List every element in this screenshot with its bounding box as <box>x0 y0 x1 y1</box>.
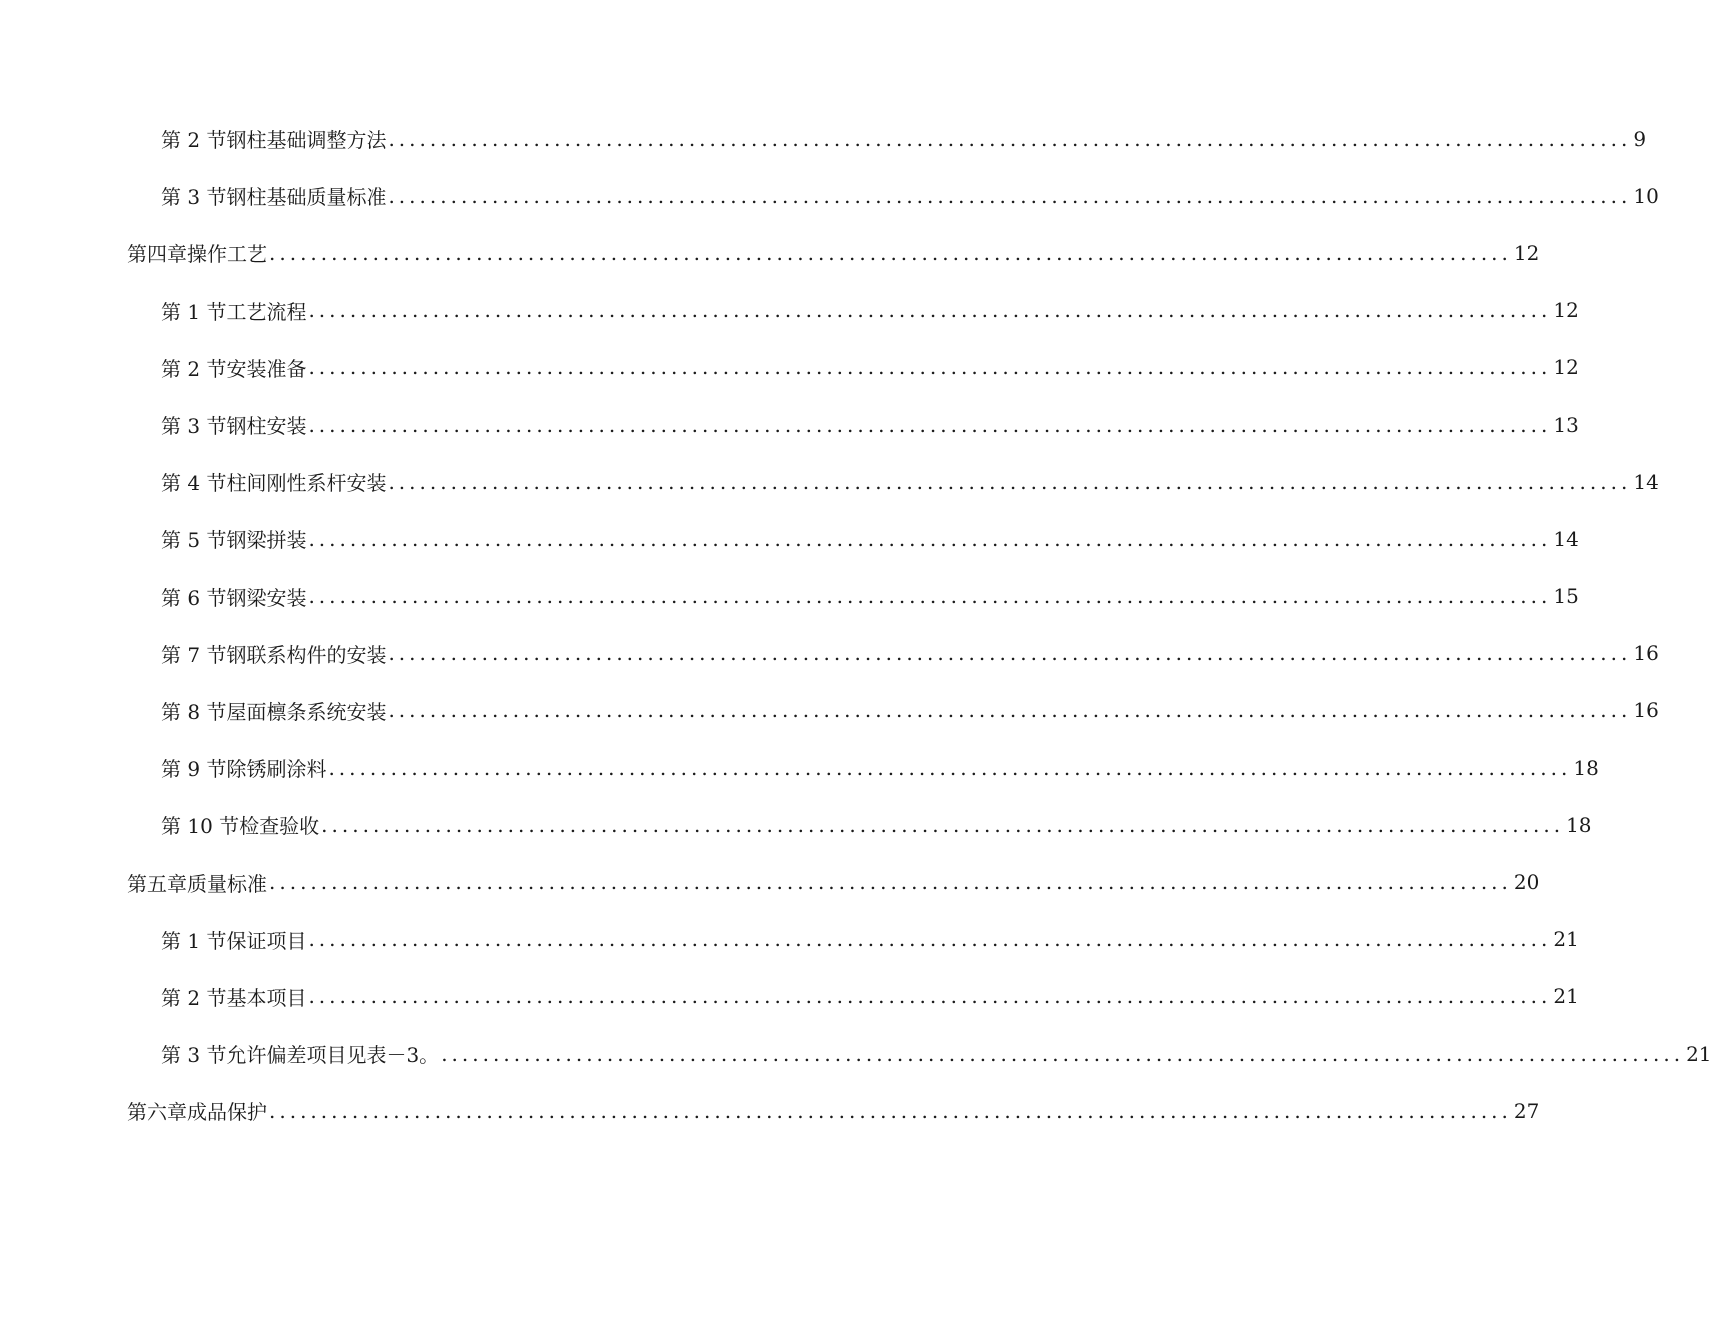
dot-leader: ........................................................................................................................ <box>269 1098 1512 1123</box>
toc-entry-page-number: 12 <box>1553 355 1579 380</box>
toc-entry-title: 保证项目 <box>226 928 307 953</box>
toc-entry-title: 钢梁拼装 <box>226 528 307 553</box>
dot-leader: ........................................................................................................................ <box>269 870 1512 895</box>
toc-entry-number: 第 3 节 <box>161 185 227 210</box>
dot-leader: ........................................................................................................................ <box>441 1041 1685 1066</box>
dot-leader: ........................................................................................................................ <box>388 183 1632 208</box>
toc-section-entry[interactable] <box>0 911 1579 968</box>
toc-entry-page-number: 13 <box>1553 412 1579 437</box>
toc-entry-title: 钢柱基础调整方法 <box>226 128 387 153</box>
toc-entry-number: 第 4 节 <box>161 471 227 496</box>
dot-leader: ........................................................................................................................ <box>308 984 1552 1009</box>
toc-entry-number: 第 8 节 <box>161 699 227 724</box>
toc-entry-page-number: 20 <box>1513 870 1540 895</box>
toc-entry-number: 第六章 <box>127 1100 187 1125</box>
toc-entry-number: 第 3 节 <box>161 414 227 439</box>
dot-leader: ........................................................................................................................ <box>388 641 1632 666</box>
dot-leader: ........................................................................................................................ <box>388 698 1632 723</box>
dot-leader: ........................................................................................................................ <box>388 469 1632 494</box>
toc-entry-title: 钢梁安装 <box>226 585 307 610</box>
toc-entry-title: 钢柱基础质量标准 <box>226 185 387 210</box>
toc-entry-page-number: 18 <box>1566 812 1592 837</box>
toc-entry-number: 第 3 节 <box>161 1043 227 1068</box>
dot-leader: ........................................................................................................................ <box>308 355 1552 380</box>
toc-entry-page-number: 12 <box>1553 298 1579 323</box>
toc-entry-number: 第 2 节 <box>161 128 227 153</box>
toc-entry-page-number: 12 <box>1513 240 1540 265</box>
dot-leader: ........................................................................................................................ <box>269 240 1512 265</box>
dot-leader: ........................................................................................................................ <box>308 526 1552 551</box>
toc-entry-page-number: 15 <box>1553 584 1579 609</box>
toc-entry-page-number: 14 <box>1633 469 1659 494</box>
toc-entry-title: 钢柱安装 <box>226 414 307 439</box>
toc-section-entry[interactable] <box>0 339 1579 396</box>
toc-section-entry[interactable] <box>0 625 1659 682</box>
toc-entry-page-number: 27 <box>1513 1098 1540 1123</box>
dot-leader: ........................................................................................................................ <box>328 755 1572 780</box>
toc-section-entry[interactable] <box>0 682 1659 739</box>
toc-entry-title: 基本项目 <box>226 985 307 1010</box>
toc-chapter-entry[interactable] <box>0 224 1540 281</box>
toc-section-entry[interactable] <box>0 739 1599 796</box>
dot-leader: ........................................................................................................................ <box>321 812 1565 837</box>
toc-entry-page-number: 18 <box>1573 755 1599 780</box>
toc-entry-title: 钢联系构件的安装 <box>226 642 387 667</box>
toc-section-entry[interactable] <box>0 396 1579 453</box>
toc-entry-title: 屋面檩条系统安装 <box>226 699 387 724</box>
toc-entry-page-number: 10 <box>1633 183 1659 208</box>
toc-entry-title: 安装准备 <box>226 356 307 381</box>
toc-entry-number: 第 2 节 <box>161 356 227 381</box>
toc-entry-title: 除锈刷涂料 <box>226 757 327 782</box>
toc-entry-title: 柱间刚性系杆安装 <box>226 471 387 496</box>
dot-leader: ........................................................................................................................ <box>308 584 1552 609</box>
toc-entry-title: 操作工艺 <box>187 242 267 267</box>
toc-entry-number: 第五章 <box>127 871 187 896</box>
toc-entry-number: 第 1 节 <box>161 928 227 953</box>
toc-chapter-entry[interactable] <box>0 1082 1540 1139</box>
toc-entry-page-number: 9 <box>1633 126 1647 151</box>
toc-section-entry[interactable] <box>0 968 1579 1025</box>
toc-entry-title: 成品保护 <box>187 1100 267 1125</box>
toc-section-entry[interactable] <box>0 510 1579 567</box>
toc-entry-title: 工艺流程 <box>226 299 307 324</box>
toc-entry-number: 第 2 节 <box>161 985 227 1010</box>
dot-leader: ........................................................................................................................ <box>308 927 1552 952</box>
toc-entry-title: 检查验收 <box>239 814 320 839</box>
toc-section-entry[interactable] <box>0 568 1579 625</box>
toc-entry-number: 第 10 节 <box>161 814 240 839</box>
table-of-contents <box>0 110 1712 1139</box>
toc-section-entry[interactable] <box>0 110 1647 167</box>
toc-entry-number: 第 5 节 <box>161 528 227 553</box>
toc-entry-page-number: 16 <box>1633 698 1659 723</box>
toc-entry-title: 质量标准 <box>187 871 267 896</box>
toc-entry-page-number: 21 <box>1553 984 1579 1009</box>
toc-section-entry[interactable] <box>0 796 1592 853</box>
toc-entry-page-number: 21 <box>1553 927 1579 952</box>
toc-entry-number: 第 6 节 <box>161 585 227 610</box>
toc-chapter-entry[interactable] <box>0 853 1540 910</box>
toc-section-entry[interactable] <box>0 282 1579 339</box>
toc-entry-page-number: 21 <box>1686 1041 1712 1066</box>
dot-leader: ........................................................................................................................ <box>308 298 1552 323</box>
dot-leader: ........................................................................................................................ <box>388 126 1632 151</box>
toc-section-entry[interactable] <box>0 167 1659 224</box>
toc-section-entry[interactable] <box>0 1025 1712 1082</box>
toc-entry-number: 第 9 节 <box>161 757 227 782</box>
toc-entry-number: 第 7 节 <box>161 642 227 667</box>
toc-entry-page-number: 14 <box>1553 526 1579 551</box>
toc-entry-title: 允许偏差项目见表－3。 <box>226 1043 440 1068</box>
dot-leader: ........................................................................................................................ <box>308 412 1552 437</box>
toc-entry-number: 第 1 节 <box>161 299 227 324</box>
toc-section-entry[interactable] <box>0 453 1659 510</box>
toc-entry-page-number: 16 <box>1633 641 1659 666</box>
toc-entry-number: 第四章 <box>127 242 187 267</box>
